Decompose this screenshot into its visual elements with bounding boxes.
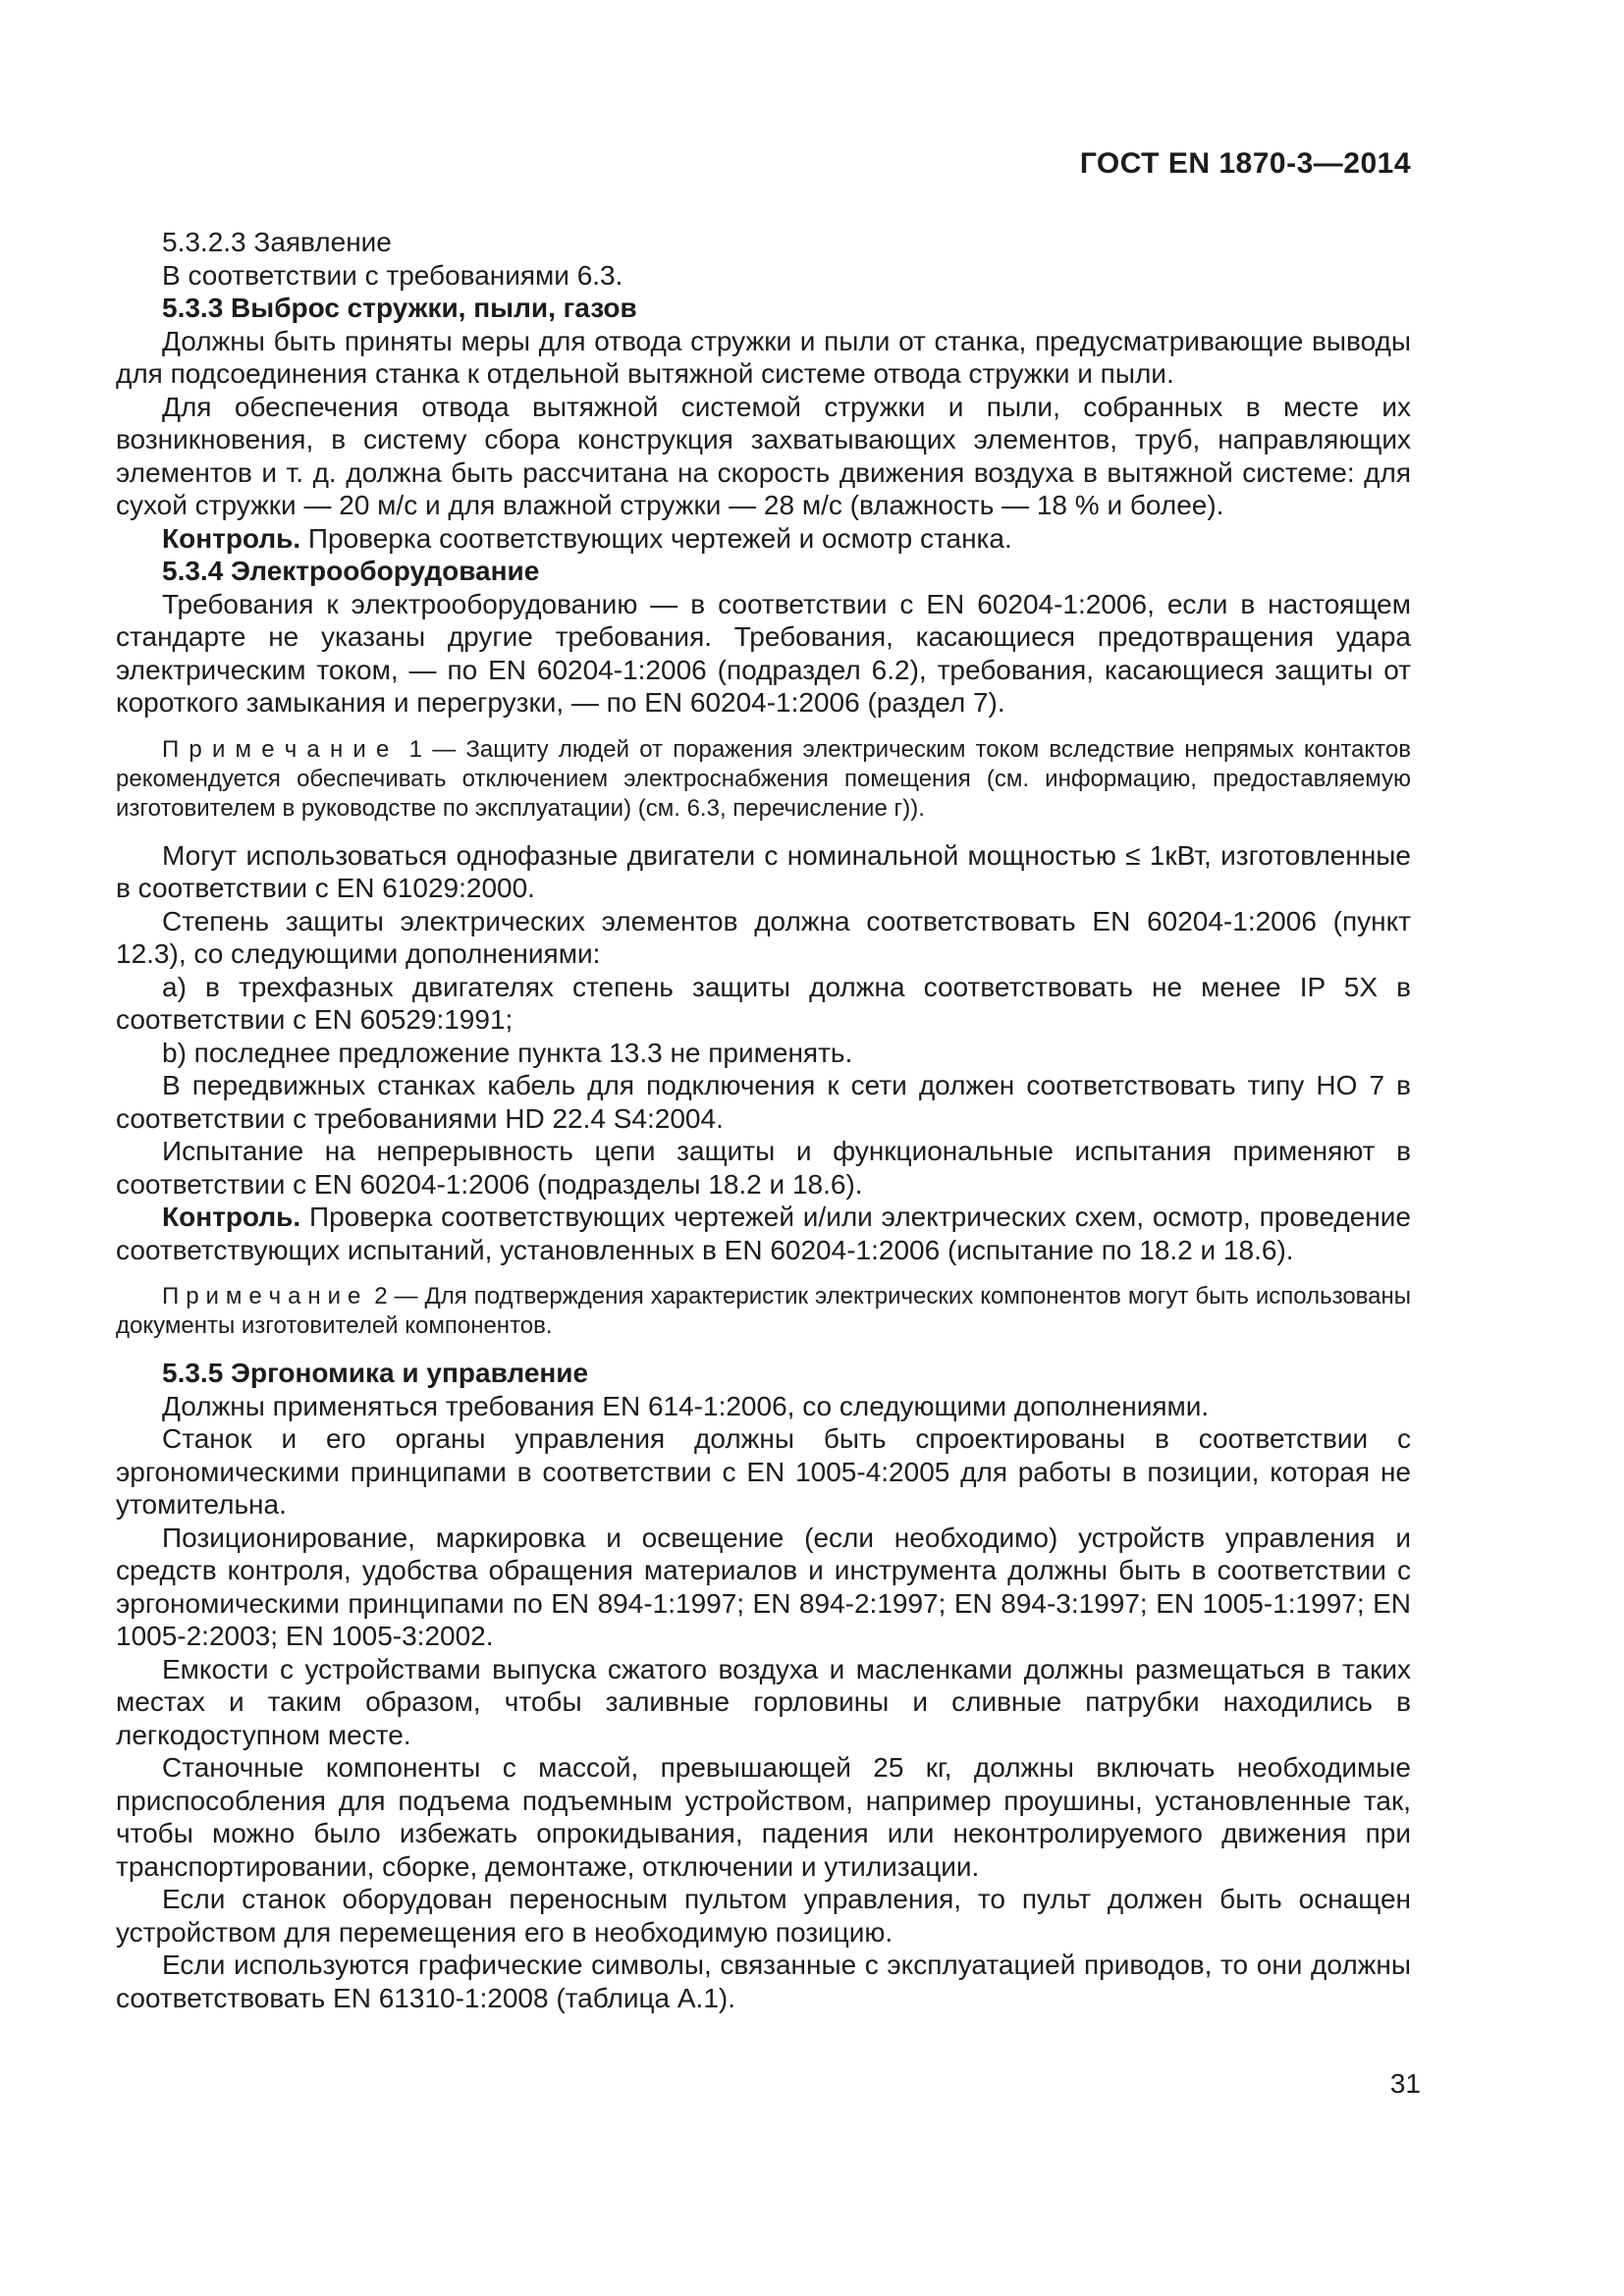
paragraph <box>116 1422 1411 1522</box>
bold-lead: Контроль. <box>162 1201 301 1232</box>
paragraph-text: Станочные компоненты с массой, превышающей 25 кг, должны включать необходимые приспособления для подъема подъемным устройством, например проушины, установленные так, чтобы можно было избежать опрокидывания, падения или неконтролируемого движения при транспортировании, сборке, демонтаже, отключении и утилизации. <box>116 1752 1411 1882</box>
paragraph-text: Должны применяться требования EN 614-1:2006, со следующими дополнениями. <box>162 1390 1210 1421</box>
paragraph <box>116 1653 1411 1752</box>
paragraph-text: Испытание на непрерывность цепи защиты и функциональные испытания применяют в соответствии с EN 60204-1:2006 (подразделы 18.2 и 18.6). <box>116 1136 1411 1200</box>
document-content <box>116 226 1411 2014</box>
paragraph-text: В передвижных станках кабель для подключения к сети должен соответствовать типу НО 7 в соответствии с требованиями HD 22.4 S4:2004. <box>116 1070 1411 1134</box>
page-body <box>116 147 1411 2014</box>
paragraph <box>116 259 1411 293</box>
paragraph-text: 5.3.5 Эргономика и управление <box>162 1358 589 1388</box>
note-paragraph <box>116 735 1411 824</box>
paragraph <box>116 1069 1411 1135</box>
paragraph-text: Если используются графические символы, связанные с эксплуатацией приводов, то они должны соответствовать EN 61310-1:2008 (таблица А.1). <box>116 1949 1411 2013</box>
bold-lead: Контроль. <box>162 522 301 554</box>
section-heading <box>116 1357 1411 1390</box>
note-paragraph <box>116 1282 1411 1341</box>
running-header <box>116 147 1411 180</box>
paragraph-text: 5.3.2.3 Заявление <box>162 227 392 257</box>
paragraph <box>116 839 1411 905</box>
paragraph <box>116 1390 1411 1423</box>
paragraph <box>116 971 1411 1037</box>
paragraph-text: Позиционирование, маркировка и освещение (если необходимо) устройств управления и средств контроля, удобства обращения материалов и инструмента должны быть в соответствии с эргономическими принципами по EN 894-1:1997; EN 894-2:1997; EN 894-3:1997; EN 1005-1:1997; EN 1005-2:2003; EN 1005-3:2002. <box>116 1522 1411 1651</box>
section-heading <box>116 555 1411 588</box>
paragraph-text: Могут использоваться однофазные двигатели с номинальной мощностью ≤ 1кВт, изготовленные в соответствии с EN 61029:2000. <box>116 839 1411 903</box>
paragraph-text: Проверка соответствующих чертежей и осмотр станка. <box>307 522 1012 554</box>
paragraph <box>116 522 1411 556</box>
section-heading <box>116 292 1411 325</box>
page-footer <box>1390 2067 1421 2100</box>
paragraph-text: Должны быть приняты меры для отвода стружки и пыли от станка, предусматривающие выводы для подсоединения станка к отдельной вытяжной системе отвода стружки и пыли. <box>116 325 1411 389</box>
paragraph-text: Для обеспечения отвода вытяжной системой стружки и пыли, собранных в месте их возникновения, в систему сбора конструкция захватывающих элементов, труб, направляющих элементов и т. д. должна быть рассчитана на скорость движения воздуха в вытяжной системе: для сухой стружки — 20 м/с и для влажной стружки — 28 м/с (влажность — 18 % и более). <box>116 391 1411 520</box>
paragraph <box>116 325 1411 391</box>
paragraph <box>116 1037 1411 1070</box>
paragraph <box>116 1522 1411 1653</box>
paragraph-text: Проверка соответствующих чертежей и/или электрических схем, осмотр, проведение соответствующих испытаний, установленных в EN 60204-1:2006 (испытание по 18.2 и 18.6). <box>116 1201 1412 1265</box>
paragraph <box>116 1201 1411 1266</box>
paragraph-text: Требования к электрооборудованию — в соответствии с EN 60204-1:2006, если в настоящем стандарте не указаны другие требования. Требования, касающиеся предотвращения удара электрическим током, — по EN 60204-1:2006 (подраздел 6.2), требования, касающиеся защиты от короткого замыкания и перегрузки, — по EN 60204-1:2006 (раздел 7). <box>116 588 1411 718</box>
paragraph-text: Емкости с устройствами выпуска сжатого воздуха и масленками должны размещаться в таких местах и таким образом, чтобы заливные горловины и сливные патрубки находились в легкодоступном месте. <box>116 1653 1411 1750</box>
standard-code: ГОСТ EN 1870-3—2014 <box>1079 147 1411 180</box>
paragraph-text: a) в трехфазных двигателях степень защиты должна соответствовать не менее IP 5X в соответствии с EN 60529:1991; <box>116 971 1411 1035</box>
paragraph-text: П р и м е ч а н и е 2 — Для подтверждения характеристик электрических компонентов могут быть использованы документы изготовителей компонентов. <box>116 1283 1411 1339</box>
paragraph-text: Станок и его органы управления должны быть спроектированы в соответствии с эргономическими принципами в соответствии с EN 1005-4:2005 для работы в позиции, которая не утомительна. <box>116 1423 1411 1520</box>
paragraph <box>116 905 1411 971</box>
paragraph-text: П р и м е ч а н и е 1 — Защиту людей от поражения электрическим током вследствие непрямых контактов рекомендуется обеспечивать отключением электроснабжения помещения (см. информацию, предоставляемую изготовителем в руководстве по эксплуатации) (см. 6.3, перечисление г)). <box>116 735 1411 822</box>
paragraph <box>116 1135 1411 1201</box>
paragraph-text: В соответствии с требованиями 6.3. <box>162 259 623 291</box>
paragraph-text: Степень защиты электрических элементов должна соответствовать EN 60204-1:2006 (пункт 12.3), со следующими дополнениями: <box>116 905 1411 969</box>
paragraph <box>116 1751 1411 1883</box>
paragraph-text: b) последнее предложение пункта 13.3 не применять. <box>162 1037 853 1068</box>
paragraph <box>116 226 1411 259</box>
page-number-label: 31 <box>1389 2068 1421 2099</box>
paragraph <box>116 391 1411 522</box>
paragraph-text: 5.3.4 Электрооборудование <box>162 556 540 586</box>
paragraph <box>116 1883 1411 1949</box>
paragraph-text: 5.3.3 Выброс стружки, пыли, газов <box>162 293 637 323</box>
paragraph <box>116 588 1411 720</box>
paragraph <box>116 1949 1411 2014</box>
paragraph-text: Если станок оборудован переносным пультом управления, то пульт должен быть оснащен устройством для перемещения его в необходимую позицию. <box>116 1884 1411 1948</box>
